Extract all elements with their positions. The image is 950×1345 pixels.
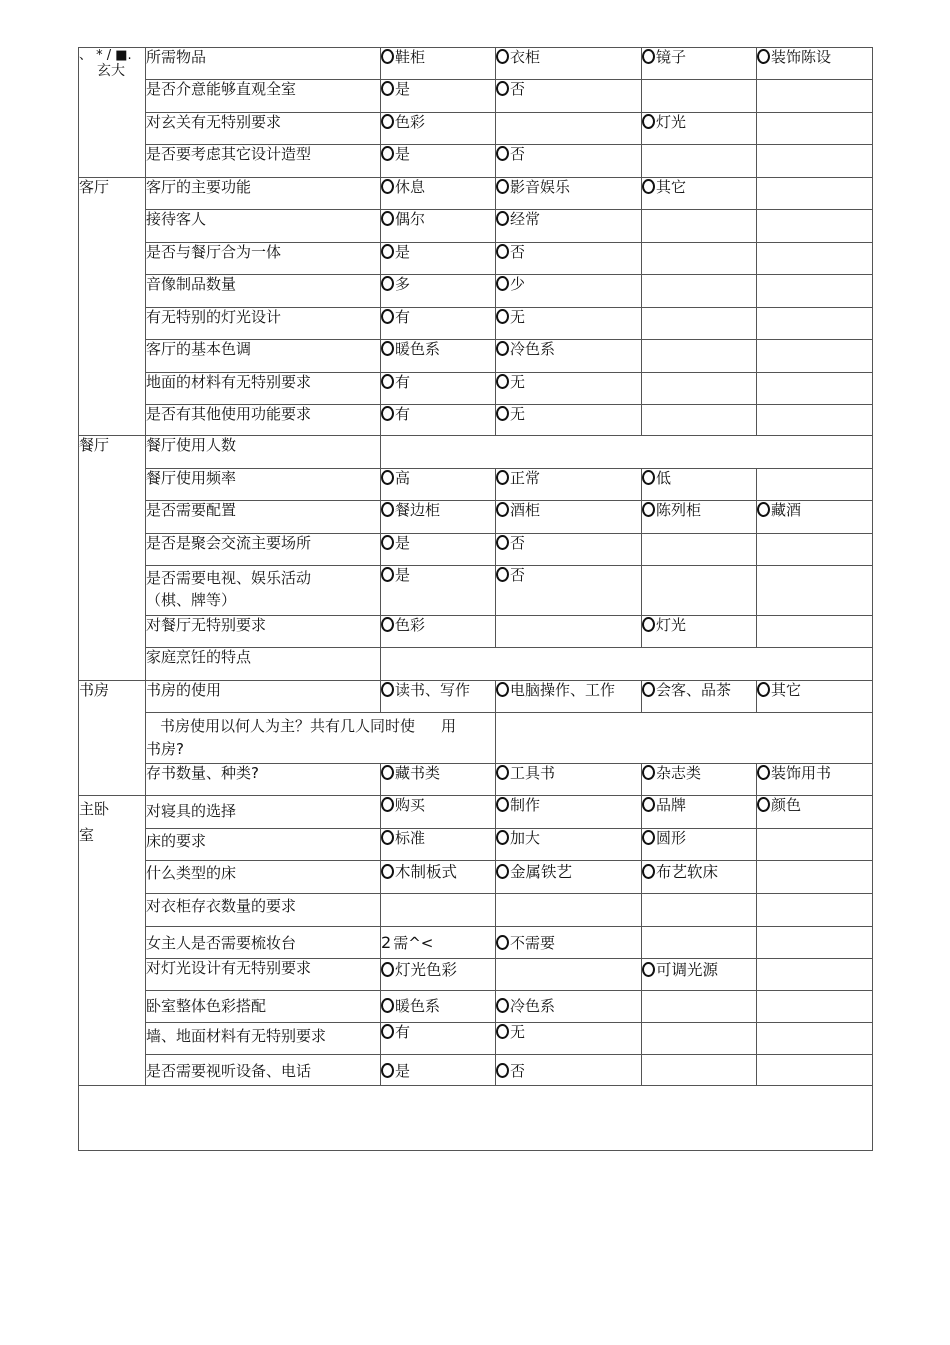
empty-cell (642, 340, 757, 373)
option-yes[interactable]: 是 (381, 145, 496, 178)
radio-circle-icon[interactable] (381, 1024, 394, 1039)
empty-cell (757, 1023, 873, 1055)
study-row-books (79, 764, 873, 796)
option-other[interactable]: 其它 (642, 178, 757, 210)
question: 对餐厅无特别要求 (146, 616, 381, 648)
option-other[interactable]: 其它 (757, 681, 873, 713)
master-row-materials (79, 1023, 873, 1055)
radio-circle-icon[interactable] (496, 276, 509, 291)
empty-cell (642, 145, 757, 178)
radio-circle-icon[interactable] (381, 797, 394, 812)
empty-cell (642, 1023, 757, 1055)
option-no[interactable]: 否 (496, 1055, 642, 1086)
question: 墙、地面材料有无特别要求 (146, 1023, 381, 1055)
radio-circle-icon[interactable] (496, 998, 509, 1013)
radio-circle-icon[interactable] (496, 830, 509, 845)
question: 对灯光设计有无特别要求 (146, 959, 381, 991)
radio-circle-icon[interactable] (642, 830, 655, 845)
radio-circle-icon[interactable] (381, 276, 394, 291)
empty-cell (757, 275, 873, 308)
radio-circle-icon[interactable] (642, 179, 655, 194)
radio-circle-icon[interactable] (642, 797, 655, 812)
option-often[interactable]: 经常 (496, 210, 642, 243)
master-row-wardrobe (79, 894, 873, 927)
option-standard[interactable]: 标准 (381, 829, 496, 861)
answer-field[interactable] (381, 648, 873, 681)
option-no[interactable]: 否 (496, 80, 642, 113)
option-color[interactable]: 颜色 (757, 796, 873, 829)
empty-cell (757, 113, 873, 145)
option-computer-work[interactable]: 电脑操作、工作 (496, 681, 642, 713)
radio-circle-icon[interactable] (381, 179, 394, 194)
option-wood[interactable]: 木制板式 (381, 861, 496, 894)
empty-cell (757, 373, 873, 405)
question: 有无特别的灯光设计 (146, 308, 381, 340)
section-study: 书房 (79, 681, 146, 796)
option-none[interactable]: 无 (496, 405, 642, 436)
radio-circle-icon[interactable] (757, 765, 770, 780)
radio-circle-icon[interactable] (496, 1063, 509, 1078)
option-dimmable[interactable]: 可调光源 (642, 959, 757, 991)
option-display-cabinet[interactable]: 陈列柜 (642, 501, 757, 534)
dining-row-tv (79, 566, 873, 616)
empty-cell (642, 275, 757, 308)
empty-cell (757, 308, 873, 340)
radio-circle-icon[interactable] (381, 998, 394, 1013)
radio-circle-icon[interactable] (496, 567, 509, 582)
radio-circle-icon[interactable] (381, 49, 394, 64)
radio-circle-icon[interactable] (496, 406, 509, 421)
option-rest[interactable]: 休息 (381, 178, 496, 210)
living-row-media (79, 275, 873, 308)
option-yes[interactable]: 是 (381, 1055, 496, 1086)
radio-circle-icon[interactable] (496, 797, 509, 812)
option-reading-writing[interactable]: 读书、写作 (381, 681, 496, 713)
section-master-label: 主卧室 (79, 800, 110, 844)
empty-cell (757, 243, 873, 275)
empty-cell (642, 566, 757, 616)
question: 是否是聚会交流主要场所 (146, 534, 381, 566)
radio-circle-icon[interactable] (381, 617, 394, 632)
master-row-bed-size (79, 829, 873, 861)
dining-row-cooking (79, 648, 873, 681)
question-line-1: 书房使用以何人为主？共有几人同时使 用 (160, 717, 457, 735)
empty-cell (757, 1055, 873, 1086)
question: 接待客人 (146, 210, 381, 243)
empty-cell (757, 616, 873, 648)
question: 是否与餐厅合为一体 (146, 243, 381, 275)
empty-cell (757, 959, 873, 991)
section-foyer-label-2: 玄大 (97, 63, 125, 79)
living-row-combined (79, 243, 873, 275)
foyer-row-items (79, 48, 873, 80)
option-no[interactable]: 否 (496, 145, 642, 178)
question: 是否要考虑其它设计造型 (146, 145, 381, 178)
radio-circle-icon[interactable] (381, 682, 394, 697)
master-row-vanity (79, 927, 873, 959)
option-normal[interactable]: 正常 (496, 469, 642, 501)
option-no[interactable]: 否 (496, 566, 642, 616)
radio-circle-icon[interactable] (496, 864, 509, 879)
question: 餐厅使用频率 (146, 469, 381, 501)
option-make[interactable]: 制作 (496, 796, 642, 829)
option-need[interactable]: 2 需^< (381, 927, 496, 959)
option-sideboard[interactable]: 餐边柜 (381, 501, 496, 534)
option-many[interactable]: 多 (381, 275, 496, 308)
question: 卧室整体色彩搭配 (146, 991, 381, 1023)
option-lighting[interactable]: 灯光 (642, 616, 757, 648)
foyer-row-special (79, 113, 873, 145)
notes-field[interactable] (79, 1086, 873, 1151)
option-wardrobe[interactable]: 衣柜 (496, 48, 642, 80)
option-cool[interactable]: 冷色系 (496, 340, 642, 373)
section-dining: 餐厅 (79, 436, 146, 681)
study-row-who (79, 713, 873, 764)
option-have[interactable]: 有 (381, 308, 496, 340)
radio-circle-icon[interactable] (642, 765, 655, 780)
option-light-color[interactable]: 灯光色彩 (381, 959, 496, 991)
radio-circle-icon[interactable] (496, 146, 509, 161)
living-row-function (79, 178, 873, 210)
radio-circle-icon[interactable] (381, 211, 394, 226)
option-lighting[interactable]: 灯光 (642, 113, 757, 145)
living-row-guests (79, 210, 873, 243)
radio-circle-icon[interactable] (642, 49, 655, 64)
option-guests-tea[interactable]: 会客、品茶 (642, 681, 757, 713)
radio-circle-icon[interactable] (642, 470, 655, 485)
radio-circle-icon[interactable] (496, 682, 509, 697)
question: 是否介意能够直观全室 (146, 80, 381, 113)
radio-circle-icon[interactable] (757, 797, 770, 812)
option-yes[interactable]: 是 (381, 243, 496, 275)
empty-cell (642, 243, 757, 275)
radio-circle-icon[interactable] (496, 1024, 509, 1039)
radio-circle-icon[interactable] (381, 244, 394, 259)
option-have[interactable]: 有 (381, 405, 496, 436)
foyer-row-view (79, 80, 873, 113)
section-foyer-label-1: 、 * / ■. (79, 48, 132, 63)
empty-cell (496, 959, 642, 991)
radio-circle-icon[interactable] (381, 81, 394, 96)
empty-cell (642, 308, 757, 340)
empty-cell[interactable] (496, 894, 642, 927)
master-row-lighting (79, 959, 873, 991)
empty-cell (757, 927, 873, 959)
option-brand[interactable]: 品牌 (642, 796, 757, 829)
radio-circle-icon[interactable] (757, 682, 770, 697)
radio-circle-icon[interactable] (496, 81, 509, 96)
option-no[interactable]: 否 (496, 243, 642, 275)
master-row-colors (79, 991, 873, 1023)
question-line-2: （棋、牌等） (146, 591, 237, 609)
dining-row-config (79, 501, 873, 534)
option-warm[interactable]: 暖色系 (381, 991, 496, 1023)
question: 存书数量、种类? (146, 764, 381, 796)
radio-circle-icon[interactable] (381, 341, 394, 356)
question: 客厅的基本色调 (146, 340, 381, 373)
question: 客厅的主要功能 (146, 178, 381, 210)
option-metal[interactable]: 金属铁艺 (496, 861, 642, 894)
option-none[interactable]: 无 (496, 373, 642, 405)
empty-cell (757, 80, 873, 113)
master-row-bedding (79, 796, 873, 829)
empty-cell[interactable] (642, 894, 757, 927)
empty-cell (642, 534, 757, 566)
radio-circle-icon[interactable] (381, 535, 394, 550)
radio-circle-icon[interactable] (381, 146, 394, 161)
empty-cell (642, 80, 757, 113)
option-magazines[interactable]: 杂志类 (642, 764, 757, 796)
option-wine-storage[interactable]: 藏酒 (757, 501, 873, 534)
option-few[interactable]: 少 (496, 275, 642, 308)
empty-cell (757, 405, 873, 436)
empty-cell (642, 927, 757, 959)
master-row-bed-type (79, 861, 873, 894)
question: 所需物品 (146, 48, 381, 80)
option-occasionally[interactable]: 偶尔 (381, 210, 496, 243)
radio-circle-icon[interactable] (496, 374, 509, 389)
living-row-lighting (79, 308, 873, 340)
living-row-tone (79, 340, 873, 373)
option-have[interactable]: 有 (381, 373, 496, 405)
radio-circle-icon[interactable] (642, 682, 655, 697)
notes-row (79, 1086, 873, 1151)
radio-circle-icon[interactable] (381, 470, 394, 485)
living-row-floor (79, 373, 873, 405)
empty-cell (642, 405, 757, 436)
option-shoe-cabinet[interactable]: 鞋柜 (381, 48, 496, 80)
empty-cell[interactable] (381, 894, 496, 927)
empty-cell (757, 145, 873, 178)
section-foyer (79, 48, 146, 178)
radio-circle-icon[interactable] (496, 502, 509, 517)
empty-cell (757, 534, 873, 566)
question: 是否有其他使用功能要求 (146, 405, 381, 436)
question-line-1: 是否需要电视、娱乐活动 (146, 569, 312, 587)
empty-cell (757, 861, 873, 894)
question: 书房的使用 (146, 681, 381, 713)
answer-field[interactable] (381, 436, 873, 469)
dining-row-frequency (79, 469, 873, 501)
dining-row-special (79, 616, 873, 648)
empty-cell[interactable] (757, 894, 873, 927)
radio-circle-icon[interactable] (496, 470, 509, 485)
radio-circle-icon[interactable] (496, 211, 509, 226)
question: 对玄关有无特别要求 (146, 113, 381, 145)
option-enlarged[interactable]: 加大 (496, 829, 642, 861)
radio-circle-icon[interactable] (381, 765, 394, 780)
empty-cell (757, 178, 873, 210)
answer-field[interactable] (496, 713, 873, 764)
section-living: 客厅 (79, 178, 146, 436)
option-buy[interactable]: 购买 (381, 796, 496, 829)
question: 对衣柜存衣数量的要求 (146, 894, 381, 927)
section-master (79, 796, 146, 1086)
question: 床的要求 (146, 829, 381, 861)
option-cool[interactable]: 冷色系 (496, 991, 642, 1023)
radio-circle-icon[interactable] (496, 244, 509, 259)
radio-circle-icon[interactable] (642, 114, 655, 129)
option-round[interactable]: 圆形 (642, 829, 757, 861)
question: 音像制品数量 (146, 275, 381, 308)
option-yes[interactable]: 是 (381, 80, 496, 113)
requirements-form-table (78, 47, 873, 1151)
radio-circle-icon[interactable] (381, 114, 394, 129)
radio-circle-icon[interactable] (381, 374, 394, 389)
option-fabric[interactable]: 布艺软床 (642, 861, 757, 894)
empty-cell (642, 210, 757, 243)
empty-cell (496, 616, 642, 648)
question: 对寝具的选择 (146, 796, 381, 829)
radio-circle-icon[interactable] (642, 864, 655, 879)
radio-circle-icon[interactable] (381, 1063, 394, 1078)
question: 是否需要配置 (146, 501, 381, 534)
empty-cell (757, 469, 873, 501)
option-mirror[interactable]: 镜子 (642, 48, 757, 80)
option-collection[interactable]: 藏书类 (381, 764, 496, 796)
option-wine-cabinet[interactable]: 酒柜 (496, 501, 642, 534)
option-color[interactable]: 色彩 (381, 113, 496, 145)
question: 地面的材料有无特别要求 (146, 373, 381, 405)
radio-circle-icon[interactable] (381, 962, 394, 977)
empty-cell (642, 373, 757, 405)
question: 是否需要视听设备、电话 (146, 1055, 381, 1086)
option-low[interactable]: 低 (642, 469, 757, 501)
option-none[interactable]: 无 (496, 308, 642, 340)
radio-circle-icon[interactable] (496, 765, 509, 780)
question (146, 566, 381, 616)
radio-circle-icon[interactable] (642, 962, 655, 977)
living-row-other-use (79, 405, 873, 436)
radio-circle-icon[interactable] (381, 309, 394, 324)
empty-cell (642, 991, 757, 1023)
question: 家庭烹饪的特点 (146, 648, 381, 681)
option-decor-books[interactable]: 装饰用书 (757, 764, 873, 796)
question: 女主人是否需要梳妆台 (146, 927, 381, 959)
dining-row-gathering (79, 534, 873, 566)
option-yes[interactable]: 是 (381, 566, 496, 616)
option-yes[interactable]: 是 (381, 534, 496, 566)
option-decoration[interactable]: 装饰陈设 (757, 48, 873, 80)
option-color[interactable]: 色彩 (381, 616, 496, 648)
option-none[interactable]: 无 (496, 1023, 642, 1055)
option-no-need[interactable]: 不需要 (496, 927, 642, 959)
question: 什么类型的床 (146, 861, 381, 894)
option-reference[interactable]: 工具书 (496, 764, 642, 796)
master-row-av (79, 1055, 873, 1086)
question (146, 713, 496, 764)
option-no[interactable]: 否 (496, 534, 642, 566)
radio-circle-icon[interactable] (496, 935, 509, 950)
empty-cell (496, 113, 642, 145)
empty-cell (757, 829, 873, 861)
study-row-usage (79, 681, 873, 713)
radio-circle-icon[interactable] (496, 341, 509, 356)
radio-circle-icon[interactable] (496, 309, 509, 324)
radio-circle-icon[interactable] (757, 49, 770, 64)
option-warm[interactable]: 暖色系 (381, 340, 496, 373)
radio-circle-icon[interactable] (496, 535, 509, 550)
radio-circle-icon[interactable] (381, 502, 394, 517)
radio-circle-icon[interactable] (381, 567, 394, 582)
option-have[interactable]: 有 (381, 1023, 496, 1055)
radio-circle-icon[interactable] (642, 617, 655, 632)
dining-row-people (79, 436, 873, 469)
radio-circle-icon[interactable] (757, 502, 770, 517)
foyer-row-design (79, 145, 873, 178)
question-line-2: 书房? (146, 740, 184, 758)
question: 餐厅使用人数 (146, 436, 381, 469)
empty-cell (757, 566, 873, 616)
empty-cell (757, 210, 873, 243)
radio-circle-icon[interactable] (381, 830, 394, 845)
radio-circle-icon[interactable] (381, 406, 394, 421)
radio-circle-icon[interactable] (496, 49, 509, 64)
empty-cell (642, 1055, 757, 1086)
option-av[interactable]: 影音娱乐 (496, 178, 642, 210)
empty-cell (757, 991, 873, 1023)
option-high[interactable]: 高 (381, 469, 496, 501)
radio-circle-icon[interactable] (642, 502, 655, 517)
radio-circle-icon[interactable] (381, 864, 394, 879)
empty-cell (757, 340, 873, 373)
radio-circle-icon[interactable] (496, 179, 509, 194)
